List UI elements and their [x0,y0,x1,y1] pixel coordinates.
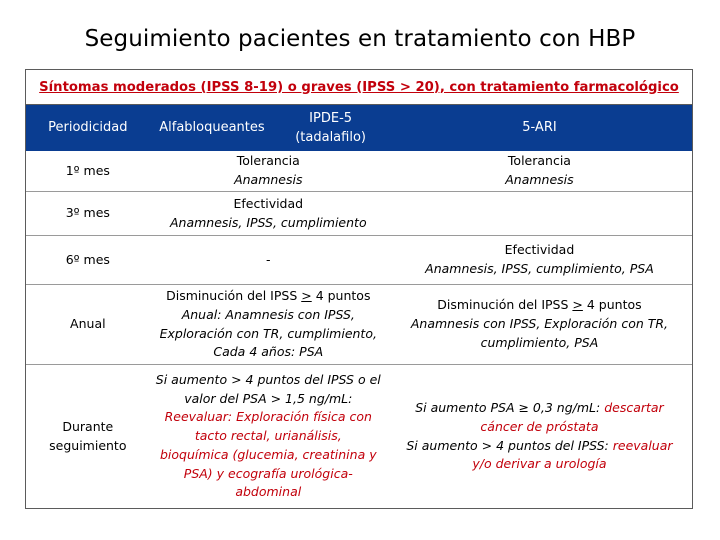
table-header [26,104,692,151]
cell-line: Durante [62,418,114,434]
row-period [26,365,150,508]
cell-line: Cada 4 años: PSA [213,344,324,360]
page-title: Seguimiento pacientes en tratamiento con HBP [84,26,636,52]
cell-line: Si aumento > 4 puntos del IPSS: reevaluar [406,437,673,453]
cell-line: Si aumento PSA ≥ 0,3 ng/mL: descartar [415,400,664,415]
table-row [26,191,692,235]
follow-up-table [25,69,693,509]
cell-line: Anamnesis, IPSS, cumplimiento [169,214,367,230]
row-5ari [387,365,692,508]
row-5ari [387,151,692,191]
row-alfa-ipde [150,365,387,508]
cell-line: Efectividad [504,242,575,258]
cell-line: Disminución del IPSS > 4 puntos [166,288,371,303]
header-periodicidad: Periodicidad [48,120,128,136]
header-5ari: 5-ARI [522,120,557,136]
header-ipde5 [274,105,387,151]
table-row [26,235,692,284]
row-5ari [387,192,692,235]
cell-line: Reevaluar: Exploración física con [164,409,372,425]
cell-line: tacto rectal, urianálisis, [194,428,342,444]
cell-line: cumplimiento, PSA [480,334,599,350]
header-alfabloqueantes: Alfabloqueantes [159,120,265,136]
row-5ari [387,285,692,364]
row-alfa-ipde [150,285,387,364]
row-period: 1º mes [65,162,110,178]
row-5ari [387,236,692,284]
table-banner: Síntomas moderados (IPSS 8-19) o graves (IPSS > 20), con tratamiento farmacológico [39,79,679,95]
row-period: Anual [70,316,106,332]
cell-line: PSA) y ecografía urológica- [183,465,353,481]
cell-line: Disminución del IPSS > 4 puntos [437,297,642,313]
table-row [26,284,692,364]
table-row [26,151,692,191]
cell-line: Efectividad [233,195,304,211]
header-ipde5-line2: (tadalafilo) [295,130,366,145]
row-alfa-ipde [150,192,387,235]
cell-line: Anual: Anamnesis con IPSS, [181,306,355,322]
cell-line: y/o derivar a urología [472,456,607,472]
row-period: 3º mes [65,205,110,221]
cell-line: valor del PSA > 1,5 ng/mL: [184,390,353,406]
cell-line: Tolerancia [507,153,571,169]
row-alfa-ipde [150,151,387,191]
cell-line: Anamnesis [505,172,574,187]
cell-line: bioquímica (glucemia, creatinina y [159,446,377,462]
cell-line: cáncer de próstata [480,418,599,434]
row-period: 6º mes [65,251,110,267]
cell-line: Si aumento > 4 puntos del IPSS o el [155,371,381,387]
table-row [26,364,692,508]
header-ipde5-line1: IPDE-5 [309,110,353,126]
cell-line: Anamnesis [234,172,303,187]
cell-line: Anamnesis con IPSS, Exploración con TR, [410,316,669,332]
cell-line: Tolerancia [236,153,300,169]
cell-line: abdominal [235,484,302,500]
cell-line: Exploración con TR, cumplimiento, [159,325,377,341]
cell-line: Anamnesis, IPSS, cumplimiento, PSA [425,261,654,276]
row-alfa-ipde: - [266,251,271,267]
cell-line: seguimiento [49,437,127,453]
